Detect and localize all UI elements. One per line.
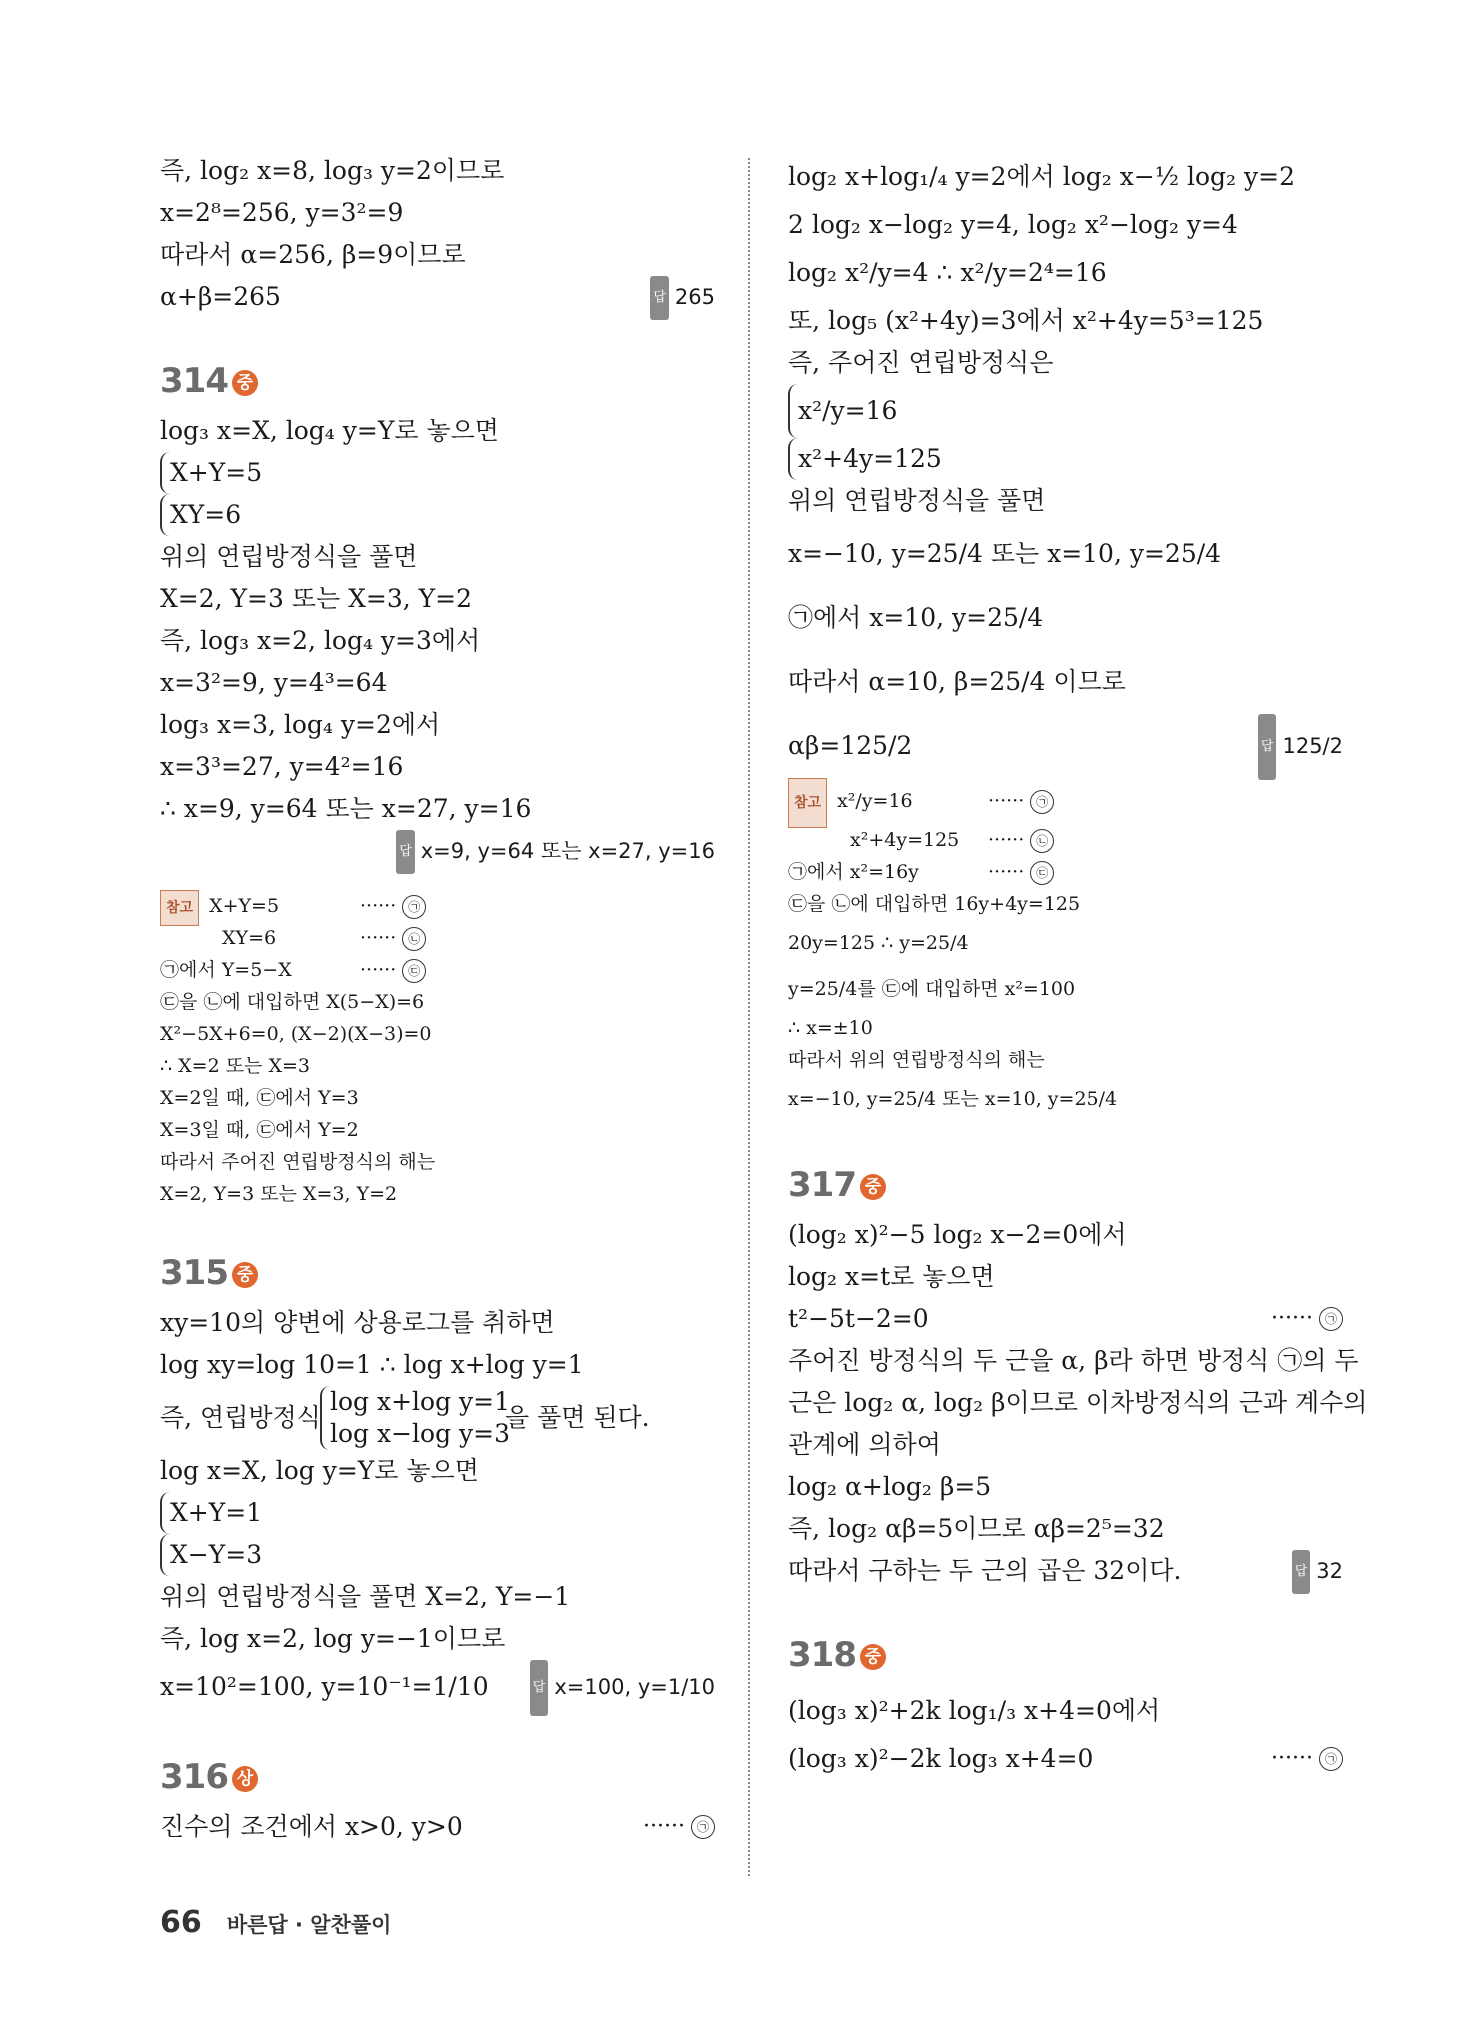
text-line: 즉, log x=2, log y=−1이므로: [160, 1624, 506, 1653]
text-line: 주어진 방정식의 두 근을 α, β라 하면 방정식 ㉠의 두: [788, 1346, 1359, 1375]
text-line: t²−5t−2=0 ······ ㉠: [788, 1298, 1343, 1340]
answer: 답 265: [650, 276, 715, 320]
note-line: XY=6 ······ ㉡: [160, 922, 715, 954]
answer-icon: 답: [650, 276, 669, 320]
text-line: (log₃ x)²−2k log₃ x+4=0 ······ ㉠: [788, 1738, 1343, 1780]
book-title: 바른답 · 알찬풀이: [226, 1913, 392, 1937]
note-line: ㉠에서 Y=5−X ······ ㉢: [160, 954, 715, 986]
column-divider: [748, 158, 750, 1876]
text-line: log₂ x+log₁/₄ y=2에서 log₂ x−½ log₂ y=2: [788, 162, 1295, 191]
text-line: 관계에 의하여: [788, 1430, 941, 1459]
text-line: x=2⁸=256, y=3²=9: [160, 198, 404, 227]
answer-icon: 답: [1292, 1550, 1311, 1594]
brace: X−Y=3: [160, 1534, 262, 1576]
circle-mark: ㉠: [402, 895, 426, 919]
answer-icon: 답: [1258, 714, 1277, 780]
text-line: 근은 log₂ α, log₂ β이므로 이차방정식의 근과 계수의: [788, 1388, 1368, 1417]
text-line: [160, 276, 715, 318]
final-equation: α+β=265: [160, 282, 281, 311]
text-line: 위의 연립방정식을 풀면: [160, 542, 418, 571]
text-line: 따라서 α=256, β=9이므로: [160, 240, 466, 269]
equation-system-line: [160, 452, 715, 494]
text-line: log₂ x²/y=4 ∴ x²/y=2⁴=16: [788, 258, 1107, 287]
problem-number: 317 중: [788, 1156, 1343, 1214]
answer-icon: 답: [530, 1660, 549, 1716]
note-line: ∴ x=±10: [788, 1017, 873, 1039]
difficulty-badge: 상: [232, 1766, 258, 1792]
reference-tag: 참고: [160, 890, 199, 926]
note-line: x=−10, y=25/4 또는 x=10, y=25/4: [788, 1088, 1118, 1110]
text-line: 즉, 연립방정식 log x+log y=1 log x−log y=3 을 풀면 된다.: [160, 1387, 650, 1448]
text-line: (log₃ x)²+2k log₁/₃ x+4=0에서: [788, 1696, 1161, 1725]
note-line: ㉢을 ㉡에 대입하면 16y+4y=125: [788, 893, 1081, 915]
text-line: αβ=125/2 답 125/2: [788, 714, 1343, 778]
text-line: log xy=log 10=1 ∴ log x+log y=1: [160, 1350, 584, 1379]
text-line: x=3²=9, y=4³=64: [160, 668, 388, 697]
problem-number: 318 중: [788, 1626, 1343, 1684]
page-footer: [160, 1905, 391, 1940]
text-line: X=2, Y=3 또는 X=3, Y=2: [160, 584, 472, 613]
text-line: log₂ x=t로 놓으면: [788, 1262, 995, 1291]
text-line: x=10²=100, y=10⁻¹=1/10 답 x=100, y=1/10: [160, 1660, 715, 1714]
text-line: 즉, 주어진 연립방정식은: [788, 348, 1054, 377]
note-line: ㉢을 ㉡에 대입하면 X(5−X)=6: [160, 991, 425, 1013]
text-line: 따라서 α=10, β=25/4 이므로: [788, 667, 1126, 696]
text-line: x=−10, y=25/4 또는 x=10, y=25/4: [788, 539, 1222, 568]
text-line: 위의 연립방정식을 풀면 X=2, Y=−1: [160, 1582, 571, 1611]
equation-system-line: [788, 384, 1343, 438]
text-line: 진수의 조건에서 x>0, y>0 ······ ㉠: [160, 1806, 715, 1848]
note-line: 참고 X+Y=5 ······ ㉠: [160, 890, 715, 922]
text-line: log₃ x=X, log₄ y=Y로 놓으면: [160, 416, 499, 445]
equation-system-line: [160, 1534, 715, 1576]
difficulty-badge: 중: [232, 370, 258, 396]
answer: 답 x=9, y=64 또는 x=27, y=16: [396, 830, 715, 874]
text-line: ㉠에서 x=10, y=25/4: [788, 603, 1044, 632]
circle-mark: ㉡: [1030, 829, 1054, 853]
note-line: ㉠에서 x²=16y ······ ㉢: [788, 856, 1343, 888]
text-line: 위의 연립방정식을 풀면: [788, 486, 1046, 515]
brace: X+Y=5: [160, 452, 262, 494]
text-line: 즉, log₃ x=2, log₄ y=3에서: [160, 626, 481, 655]
circle-mark: ㉡: [402, 927, 426, 951]
note-line: X=2, Y=3 또는 X=3, Y=2: [160, 1183, 398, 1205]
circle-mark: ······ ㉠: [1271, 1738, 1343, 1780]
difficulty-badge: 중: [860, 1644, 886, 1670]
brace: log x+log y=1 log x−log y=3: [320, 1386, 510, 1450]
right-column: [788, 150, 1368, 1780]
brace: x²/y=16: [788, 384, 897, 438]
note-line: 따라서 주어진 연립방정식의 해는: [160, 1151, 436, 1173]
note-line: 20y=125 ∴ y=25/4: [788, 932, 969, 954]
problem-number: 315 중: [160, 1244, 715, 1302]
note-line: 참고 x²/y=16 ······ ㉠: [788, 778, 1343, 824]
text-line: (log₂ x)²−5 log₂ x−2=0에서: [788, 1220, 1127, 1249]
circle-mark: ㉢: [402, 959, 426, 983]
difficulty-badge: 중: [860, 1174, 886, 1200]
answer: 답 32: [1292, 1550, 1343, 1594]
text-line: 2 log₂ x−log₂ y=4, log₂ x²−log₂ y=4: [788, 210, 1238, 239]
text-line: 따라서 구하는 두 근의 곱은 32이다. 답 32: [788, 1550, 1343, 1592]
left-column: [160, 150, 715, 1848]
text-line: log₂ α+log₂ β=5: [788, 1472, 992, 1501]
note-line: ∴ X=2 또는 X=3: [160, 1055, 310, 1077]
answer: 답 x=100, y=1/10: [530, 1660, 715, 1716]
circle-mark: ㉠: [1030, 790, 1054, 814]
note-line: y=25/4를 ㉢에 대입하면 x²=100: [788, 978, 1076, 1000]
text-line: log₃ x=3, log₄ y=2에서: [160, 710, 441, 739]
circle-mark: ㉢: [1030, 861, 1054, 885]
note-line: x²+4y=125 ······ ㉡: [788, 824, 1343, 856]
answer: 답 125/2: [1258, 714, 1343, 780]
difficulty-badge: 중: [232, 1262, 258, 1288]
equation-system-line: [788, 438, 1343, 480]
circle-mark: ······ ㉠: [643, 1806, 715, 1848]
text-line: 즉, log₂ x=8, log₃ y=2이므로: [160, 156, 505, 185]
brace: x²+4y=125: [788, 438, 942, 480]
text-line: 또, log₅ (x²+4y)=3에서 x²+4y=5³=125: [788, 306, 1264, 335]
brace: X+Y=1: [160, 1492, 262, 1534]
answer-line: [160, 830, 715, 872]
text-line: ∴ x=9, y=64 또는 x=27, y=16: [160, 794, 532, 823]
note-line: X=2일 때, ㉢에서 Y=3: [160, 1087, 359, 1109]
text-line: x=3³=27, y=4²=16: [160, 752, 404, 781]
note-line: 따라서 위의 연립방정식의 해는: [788, 1049, 1045, 1071]
equation-system-line: [160, 494, 715, 536]
equation-system-line: [160, 1492, 715, 1534]
note-line: X²−5X+6=0, (X−2)(X−3)=0: [160, 1023, 432, 1045]
text-line: log x=X, log y=Y로 놓으면: [160, 1456, 479, 1485]
page-number: 66: [160, 1905, 202, 1940]
reference-tag: 참고: [788, 778, 827, 828]
answer-icon: 답: [396, 830, 415, 874]
note-line: X=3일 때, ㉢에서 Y=2: [160, 1119, 359, 1141]
circle-mark: ······ ㉠: [1271, 1298, 1343, 1340]
problem-number: 314 중: [160, 352, 715, 410]
problem-number: 316 상: [160, 1748, 715, 1806]
text-line: xy=10의 양변에 상용로그를 취하면: [160, 1308, 555, 1337]
brace: XY=6: [160, 494, 241, 536]
text-line: 즉, log₂ αβ=5이므로 αβ=2⁵=32: [788, 1514, 1165, 1543]
